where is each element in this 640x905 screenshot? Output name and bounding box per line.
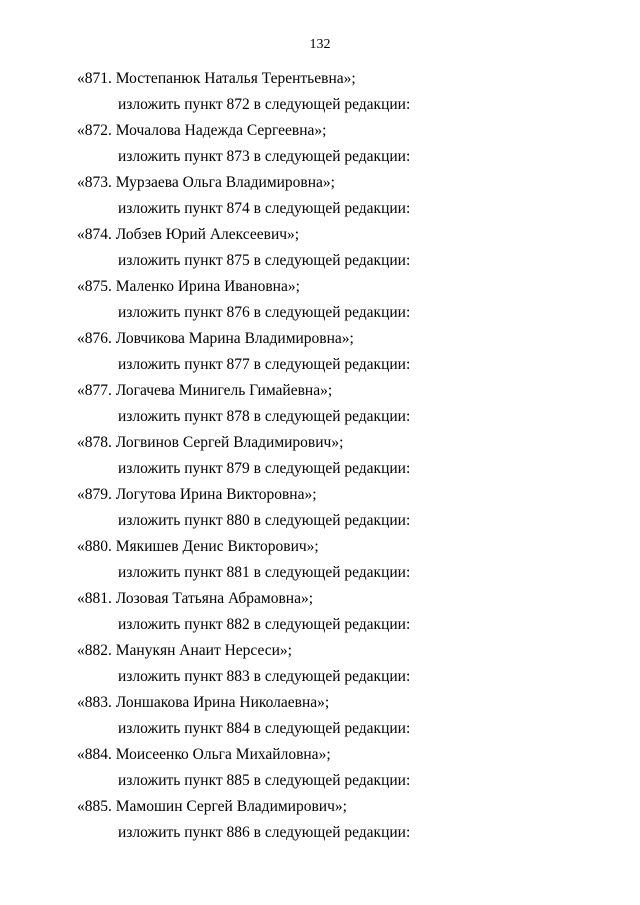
list-item bbox=[0, 742, 640, 794]
entry-instruction-text: изложить пункт 886 в следующей редакции: bbox=[118, 824, 411, 841]
entry-item-text: «882. Манукян Анаит Нерсеси»; bbox=[77, 642, 292, 659]
entry-instruction-text: изложить пункт 884 в следующей редакции: bbox=[118, 720, 411, 737]
entry-item-text: «883. Лоншакова Ирина Николаевна»; bbox=[77, 694, 330, 711]
entry-instruction-text: изложить пункт 874 в следующей редакции: bbox=[118, 200, 411, 217]
entry-item-text: «875. Маленко Ирина Ивановна»; bbox=[77, 278, 300, 295]
entry-instruction-text: изложить пункт 876 в следующей редакции: bbox=[118, 304, 411, 321]
list-item bbox=[0, 326, 640, 378]
entry-item-text: «885. Мамошин Сергей Владимирович»; bbox=[77, 798, 347, 815]
list-item bbox=[0, 690, 640, 742]
list-item bbox=[0, 66, 640, 118]
entry-item-text: «878. Логвинов Сергей Владимирович»; bbox=[77, 434, 344, 451]
entry-item-text: «871. Мостепанюк Наталья Терентьевна»; bbox=[77, 70, 356, 87]
entry-item-text: «884. Моисеенко Ольга Михайловна»; bbox=[77, 746, 331, 763]
list-item bbox=[0, 170, 640, 222]
entry-item-text: «877. Логачева Минигель Гимайевна»; bbox=[77, 382, 333, 399]
list-item bbox=[0, 534, 640, 586]
entry-item-text: «880. Мякишев Денис Викторович»; bbox=[77, 538, 319, 555]
list-item bbox=[0, 482, 640, 534]
entry-item-text: «876. Ловчикова Марина Владимировна»; bbox=[77, 330, 354, 347]
entry-instruction-text: изложить пункт 872 в следующей редакции: bbox=[118, 96, 411, 113]
entry-instruction-text: изложить пункт 882 в следующей редакции: bbox=[118, 616, 411, 633]
entry-item-text: «874. Лобзев Юрий Алексеевич»; bbox=[77, 226, 300, 243]
list-item bbox=[0, 118, 640, 170]
list-item bbox=[0, 638, 640, 690]
entry-item-text: «879. Логутова Ирина Викторовна»; bbox=[77, 486, 317, 503]
entry-item-text: «881. Лозовая Татьяна Абрамовна»; bbox=[77, 590, 314, 607]
list-item bbox=[0, 794, 640, 846]
entry-instruction-text: изложить пункт 873 в следующей редакции: bbox=[118, 148, 411, 165]
list-item bbox=[0, 274, 640, 326]
entry-instruction-text: изложить пункт 883 в следующей редакции: bbox=[118, 668, 411, 685]
entry-item-text: «873. Мурзаева Ольга Владимировна»; bbox=[77, 174, 335, 191]
entry-instruction-text: изложить пункт 881 в следующей редакции: bbox=[118, 564, 411, 581]
entry-instruction-text: изложить пункт 880 в следующей редакции: bbox=[118, 512, 411, 529]
list-item bbox=[0, 378, 640, 430]
list-item bbox=[0, 222, 640, 274]
entry-instruction-text: изложить пункт 879 в следующей редакции: bbox=[118, 460, 411, 477]
entry-list bbox=[0, 66, 640, 846]
entry-instruction-text: изложить пункт 885 в следующей редакции: bbox=[118, 772, 411, 789]
entry-instruction-text: изложить пункт 875 в следующей редакции: bbox=[118, 252, 411, 269]
entry-item-text: «872. Мочалова Надежда Сергеевна»; bbox=[77, 122, 327, 139]
entry-instruction-text: изложить пункт 877 в следующей редакции: bbox=[118, 356, 411, 373]
list-item bbox=[0, 430, 640, 482]
page-number: 132 bbox=[309, 37, 331, 52]
list-item bbox=[0, 586, 640, 638]
entry-instruction-text: изложить пункт 878 в следующей редакции: bbox=[118, 408, 411, 425]
